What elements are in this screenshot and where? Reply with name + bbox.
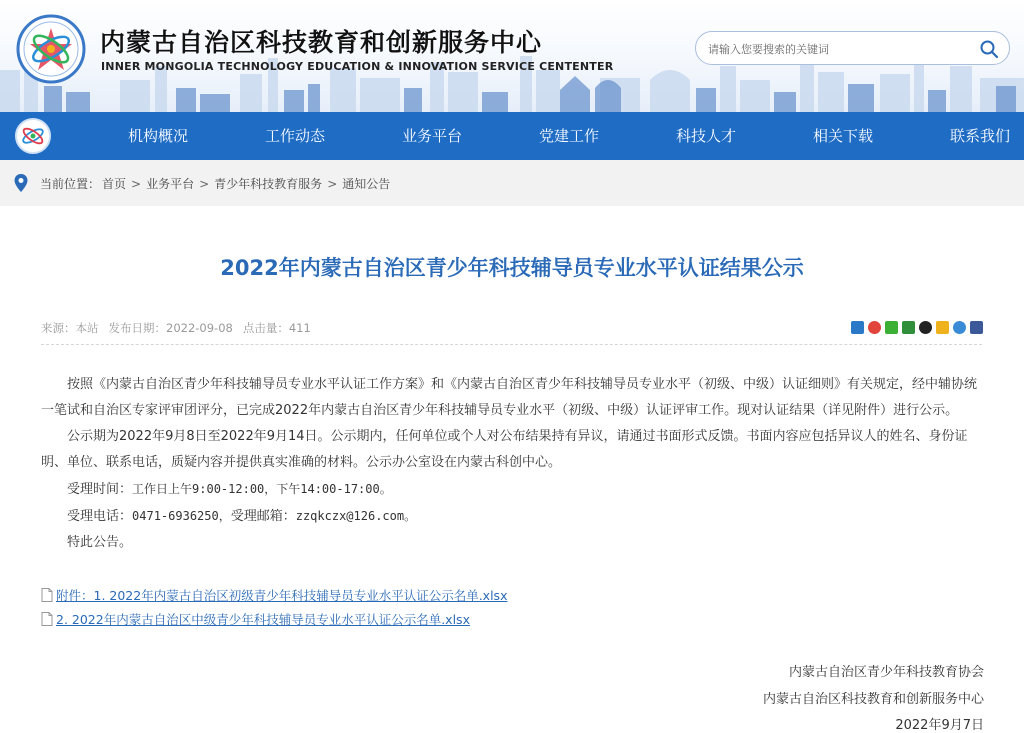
- email-label: 受理邮箱：: [230, 509, 296, 524]
- signature-center: 内蒙古自治区科技教育和创新服务中心: [762, 692, 984, 707]
- nav-item-about[interactable]: 机构概况: [127, 127, 188, 145]
- attachment-1: [41, 586, 507, 604]
- main-nav: [0, 112, 1024, 160]
- site-header: [0, 0, 1024, 112]
- search-icon[interactable]: [979, 39, 999, 59]
- breadcrumb: [40, 175, 390, 192]
- breadcrumb-separator: >: [327, 177, 338, 191]
- tieba-icon[interactable]: [953, 321, 966, 334]
- nav-home-logo-icon[interactable]: [14, 117, 52, 155]
- signature-association: 内蒙古自治区青少年科技教育协会: [788, 665, 984, 680]
- paragraph-hours: [41, 476, 986, 503]
- article-title: 2022年内蒙古自治区青少年科技辅导员专业水平认证结果公示: [220, 256, 804, 280]
- share-plus-icon[interactable]: [851, 321, 864, 334]
- search-box: [695, 31, 1010, 65]
- hours-label: 受理时间：: [67, 482, 133, 497]
- nav-item-contact[interactable]: 联系我们: [949, 127, 1010, 145]
- file-icon: [41, 612, 53, 626]
- attachment-link-intermediate[interactable]: 2. 2022年内蒙古自治区中级青少年科技辅导员专业水平认证公示名单.xlsx: [56, 612, 470, 627]
- qzone-icon[interactable]: [936, 321, 949, 334]
- article-meta: [41, 320, 321, 336]
- location-pin-icon: [14, 174, 28, 192]
- signature-date: 2022年9月7日: [895, 718, 984, 733]
- qq-icon[interactable]: [919, 321, 932, 334]
- nav-item-platform[interactable]: 业务平台: [401, 127, 462, 145]
- breadcrumb-separator: >: [131, 177, 142, 191]
- article-date: 发布日期：2022-09-08: [108, 321, 233, 335]
- article-source: 来源：本站: [41, 321, 99, 335]
- nav-item-talent[interactable]: 科技人才: [675, 127, 736, 145]
- nav-item-downloads[interactable]: 相关下载: [812, 127, 873, 145]
- breadcrumb-youth-education[interactable]: 青少年科技教育服务: [214, 177, 323, 191]
- site-title: 内蒙古自治区科技教育和创新服务中心: [100, 28, 543, 57]
- site-logo[interactable]: [16, 14, 86, 84]
- nav-item-news[interactable]: 工作动态: [264, 127, 325, 145]
- hours-value: 工作日上午9:00-12:00，下午14:00-17:00。: [132, 482, 392, 496]
- article-click-count: 点击量：411: [242, 321, 311, 335]
- breadcrumb-bar: [0, 160, 1024, 206]
- wechat-icon[interactable]: [885, 321, 898, 334]
- phone-label: 受理电话：: [67, 509, 133, 524]
- attachment-link-junior[interactable]: 附件：1. 2022年内蒙古自治区初级青少年科技辅导员专业水平认证公示名单.xlsx: [56, 588, 508, 603]
- breadcrumb-notices[interactable]: 通知公告: [342, 177, 391, 191]
- weibo-icon[interactable]: [868, 321, 881, 334]
- file-icon: [41, 588, 53, 602]
- divider: [41, 344, 982, 345]
- paragraph-contact: [41, 503, 986, 530]
- breadcrumb-home[interactable]: 首页: [102, 177, 127, 191]
- breadcrumb-platform[interactable]: 业务平台: [146, 177, 195, 191]
- phone-value: 0471-6936250，: [132, 509, 231, 523]
- site-subtitle: INNER MONGOLIA TECHNOLOGY EDUCATION & INNOVATION SERVICE CENTENTER: [101, 60, 614, 73]
- attachment-2: [41, 610, 470, 628]
- paragraph-period: 公示期为2022年9月8日至2022年9月14日。公示期内，任何单位或个人对公布结果持有异议，请通过书面形式反馈。书面内容应包括异议人的姓名、身份证明、单位、联系电话，质疑内容并提供真实准确的材料。公示办公室设在内蒙古科创中心。: [41, 429, 968, 470]
- share-bar: [851, 321, 983, 335]
- breadcrumb-separator: >: [199, 177, 210, 191]
- paragraph-closing: 特此公告。: [67, 535, 133, 550]
- douban-icon[interactable]: [902, 321, 915, 334]
- article-body: [41, 372, 986, 556]
- search-input[interactable]: [708, 39, 963, 59]
- email-value: zzqkczx@126.com。: [295, 509, 417, 523]
- facebook-icon[interactable]: [970, 321, 983, 334]
- nav-item-party[interactable]: 党建工作: [538, 127, 599, 145]
- paragraph-basis: 按照《内蒙古自治区青少年科技辅导员专业水平认证工作方案》和《内蒙古自治区青少年科技辅导员专业水平（初级、中级）认证细则》有关规定，经中辅协统一笔试和自治区专家评审团评分，已完成2022年内蒙古自治区青少年科技辅导员专业水平（初级、中级）认证评审工作。现对认证结果（详见附件）进行公示。: [41, 377, 978, 418]
- breadcrumb-label: 当前位置：: [40, 177, 101, 191]
